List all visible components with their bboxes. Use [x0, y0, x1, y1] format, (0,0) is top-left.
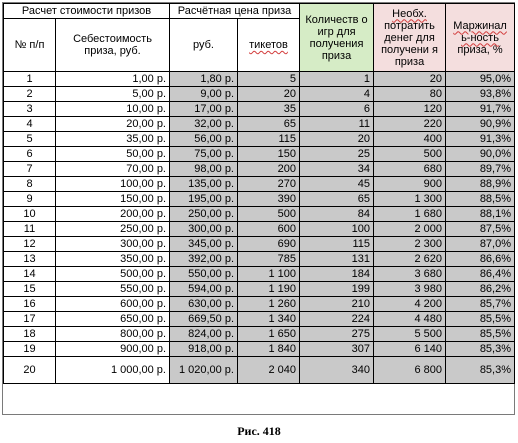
- cell-price-rub: 195,00 р.: [170, 192, 238, 207]
- cell-price-tickets: 35: [238, 102, 300, 117]
- cell-cost: 550,00 р.: [56, 282, 170, 297]
- cell-num: 1: [4, 72, 56, 87]
- cell-games: 20: [300, 132, 374, 147]
- cell-num: 11: [4, 222, 56, 237]
- cell-money: 6 800: [374, 357, 446, 384]
- cell-money: 3 680: [374, 267, 446, 282]
- cell-margin: 85,5%: [446, 327, 515, 342]
- table-title: Расчет стоимости призов: [4, 4, 170, 19]
- cell-num: 6: [4, 147, 56, 162]
- cell-num: 19: [4, 342, 56, 357]
- cell-price-rub: 300,00 р.: [170, 222, 238, 237]
- cell-games: 184: [300, 267, 374, 282]
- cell-money: 680: [374, 162, 446, 177]
- cell-price-tickets: 270: [238, 177, 300, 192]
- cell-cost: 10,00 р.: [56, 102, 170, 117]
- cell-price-tickets: 1 650: [238, 327, 300, 342]
- cell-cost: 800,00 р.: [56, 327, 170, 342]
- table-row: [4, 267, 515, 282]
- cell-cost: 1 000,00 р.: [56, 357, 170, 384]
- cell-price-rub: 392,00 р.: [170, 252, 238, 267]
- cell-cost: 1,00 р.: [56, 72, 170, 87]
- cell-cost: 50,00 р.: [56, 147, 170, 162]
- header-num: № п/п: [4, 19, 56, 72]
- cell-price-rub: 135,00 р.: [170, 177, 238, 192]
- cell-num: 7: [4, 162, 56, 177]
- cell-games: 45: [300, 177, 374, 192]
- cell-money: 4 480: [374, 312, 446, 327]
- cell-cost: 150,00 р.: [56, 192, 170, 207]
- cell-games: 224: [300, 312, 374, 327]
- header-price: Расчётная цена приза: [170, 4, 300, 19]
- table-row: [4, 357, 515, 384]
- cell-games: 275: [300, 327, 374, 342]
- table-row: [4, 207, 515, 222]
- header-price-tickets: [238, 19, 300, 72]
- cell-money: 500: [374, 147, 446, 162]
- cell-margin: 88,5%: [446, 192, 515, 207]
- header-margin-line3: приза, %: [457, 43, 503, 56]
- cell-price-tickets: 200: [238, 162, 300, 177]
- cell-num: 16: [4, 297, 56, 312]
- table-row: [4, 72, 515, 87]
- cell-price-tickets: 2 040: [238, 357, 300, 384]
- header-money-rest: потратить денег для получени я приза: [381, 19, 438, 68]
- cell-price-tickets: 5: [238, 72, 300, 87]
- spreadsheet: [2, 2, 515, 415]
- cell-price-tickets: 1 100: [238, 267, 300, 282]
- cell-num: 12: [4, 237, 56, 252]
- cell-price-rub: 1 020,00 р.: [170, 357, 238, 384]
- cell-price-tickets: 785: [238, 252, 300, 267]
- header-games: Количеств о игр для получения приза: [300, 4, 374, 72]
- table-row: [4, 117, 515, 132]
- cell-price-rub: 824,00 р.: [170, 327, 238, 342]
- cell-cost: 20,00 р.: [56, 117, 170, 132]
- cell-money: 2 620: [374, 252, 446, 267]
- cell-cost: 500,00 р.: [56, 267, 170, 282]
- table-row: [4, 177, 515, 192]
- figure-caption: Рис. 418: [237, 424, 281, 438]
- cell-margin: 91,7%: [446, 102, 515, 117]
- cell-price-tickets: 1 840: [238, 342, 300, 357]
- cell-games: 210: [300, 297, 374, 312]
- cell-price-tickets: 150: [238, 147, 300, 162]
- cell-price-rub: 1,80 р.: [170, 72, 238, 87]
- cell-price-rub: 56,00 р.: [170, 132, 238, 147]
- table-row: [4, 282, 515, 297]
- cell-money: 6 140: [374, 342, 446, 357]
- cell-money: 1 680: [374, 207, 446, 222]
- header-cost: Себестоимость приза, руб.: [56, 19, 170, 72]
- cell-price-tickets: 690: [238, 237, 300, 252]
- table-row: [4, 87, 515, 102]
- cell-money: 3 980: [374, 282, 446, 297]
- cell-price-rub: 32,00 р.: [170, 117, 238, 132]
- cell-cost: 70,00 р.: [56, 162, 170, 177]
- cell-games: 307: [300, 342, 374, 357]
- table-row: [4, 162, 515, 177]
- cell-cost: 35,00 р.: [56, 132, 170, 147]
- table-row: [4, 252, 515, 267]
- cell-price-tickets: 115: [238, 132, 300, 147]
- header-margin: [446, 4, 515, 72]
- header-tickets-label: тикетов: [249, 39, 288, 51]
- cell-games: 84: [300, 207, 374, 222]
- cell-games: 11: [300, 117, 374, 132]
- cell-margin: 90,0%: [446, 147, 515, 162]
- cell-price-tickets: 20: [238, 87, 300, 102]
- cell-money: 900: [374, 177, 446, 192]
- prize-cost-table: [3, 3, 515, 384]
- header-margin-line1: Маржинал: [453, 19, 507, 32]
- cell-games: 199: [300, 282, 374, 297]
- cell-num: 8: [4, 177, 56, 192]
- cell-margin: 93,8%: [446, 87, 515, 102]
- cell-price-rub: 98,00 р.: [170, 162, 238, 177]
- cell-num: 15: [4, 282, 56, 297]
- cell-margin: 88,9%: [446, 177, 515, 192]
- cell-price-rub: 75,00 р.: [170, 147, 238, 162]
- cell-price-rub: 9,00 р.: [170, 87, 238, 102]
- cell-margin: 89,7%: [446, 162, 515, 177]
- header-money-line1: Необх.: [392, 7, 427, 20]
- cell-num: 5: [4, 132, 56, 147]
- header-price-rub: руб.: [170, 19, 238, 72]
- cell-margin: 86,6%: [446, 252, 515, 267]
- cell-games: 1: [300, 72, 374, 87]
- cell-games: 25: [300, 147, 374, 162]
- cell-cost: 900,00 р.: [56, 342, 170, 357]
- cell-price-rub: 250,00 р.: [170, 207, 238, 222]
- table-row: [4, 312, 515, 327]
- table-row: [4, 132, 515, 147]
- cell-money: 80: [374, 87, 446, 102]
- cell-cost: 650,00 р.: [56, 312, 170, 327]
- cell-money: 2 300: [374, 237, 446, 252]
- cell-num: 4: [4, 117, 56, 132]
- cell-margin: 86,4%: [446, 267, 515, 282]
- cell-price-rub: 345,00 р.: [170, 237, 238, 252]
- cell-money: 1 300: [374, 192, 446, 207]
- cell-games: 6: [300, 102, 374, 117]
- cell-games: 100: [300, 222, 374, 237]
- cell-price-tickets: 1 340: [238, 312, 300, 327]
- cell-cost: 600,00 р.: [56, 297, 170, 312]
- table-row: [4, 192, 515, 207]
- cell-games: 4: [300, 87, 374, 102]
- cell-margin: 95,0%: [446, 72, 515, 87]
- header-margin-line2: ь-ность: [461, 31, 499, 44]
- cell-margin: 85,3%: [446, 342, 515, 357]
- cell-margin: 85,3%: [446, 357, 515, 384]
- cell-price-rub: 594,00 р.: [170, 282, 238, 297]
- cell-price-tickets: 390: [238, 192, 300, 207]
- cell-margin: 86,2%: [446, 282, 515, 297]
- cell-money: 400: [374, 132, 446, 147]
- table-row: [4, 237, 515, 252]
- cell-num: 2: [4, 87, 56, 102]
- cell-num: 10: [4, 207, 56, 222]
- table-row: [4, 327, 515, 342]
- cell-money: 220: [374, 117, 446, 132]
- cell-margin: 87,5%: [446, 222, 515, 237]
- cell-margin: 85,5%: [446, 312, 515, 327]
- cell-price-rub: 17,00 р.: [170, 102, 238, 117]
- cell-price-rub: 918,00 р.: [170, 342, 238, 357]
- table-row: [4, 222, 515, 237]
- cell-num: 3: [4, 102, 56, 117]
- cell-margin: 85,7%: [446, 297, 515, 312]
- cell-cost: 5,00 р.: [56, 87, 170, 102]
- cell-games: 340: [300, 357, 374, 384]
- cell-margin: 87,0%: [446, 237, 515, 252]
- cell-num: 9: [4, 192, 56, 207]
- cell-num: 18: [4, 327, 56, 342]
- cell-money: 4 200: [374, 297, 446, 312]
- cell-num: 20: [4, 357, 56, 384]
- cell-cost: 350,00 р.: [56, 252, 170, 267]
- cell-money: 2 000: [374, 222, 446, 237]
- cell-price-tickets: 1 190: [238, 282, 300, 297]
- cell-games: 65: [300, 192, 374, 207]
- cell-price-tickets: 65: [238, 117, 300, 132]
- cell-money: 5 500: [374, 327, 446, 342]
- cell-price-rub: 550,00 р.: [170, 267, 238, 282]
- cell-money: 120: [374, 102, 446, 117]
- cell-price-tickets: 500: [238, 207, 300, 222]
- cell-price-rub: 630,00 р.: [170, 297, 238, 312]
- cell-num: 13: [4, 252, 56, 267]
- cell-games: 115: [300, 237, 374, 252]
- table-row: [4, 102, 515, 117]
- cell-num: 14: [4, 267, 56, 282]
- cell-money: 20: [374, 72, 446, 87]
- cell-margin: 91,3%: [446, 132, 515, 147]
- table-row: [4, 297, 515, 312]
- cell-price-tickets: 600: [238, 222, 300, 237]
- cell-num: 17: [4, 312, 56, 327]
- cell-games: 131: [300, 252, 374, 267]
- table-row: [4, 342, 515, 357]
- cell-price-tickets: 1 260: [238, 297, 300, 312]
- cell-cost: 200,00 р.: [56, 207, 170, 222]
- cell-cost: 250,00 р.: [56, 222, 170, 237]
- cell-cost: 100,00 р.: [56, 177, 170, 192]
- cell-games: 34: [300, 162, 374, 177]
- cell-price-rub: 669,50 р.: [170, 312, 238, 327]
- table-row: [4, 147, 515, 162]
- header-money: [374, 4, 446, 72]
- cell-cost: 300,00 р.: [56, 237, 170, 252]
- cell-margin: 88,1%: [446, 207, 515, 222]
- cell-margin: 90,9%: [446, 117, 515, 132]
